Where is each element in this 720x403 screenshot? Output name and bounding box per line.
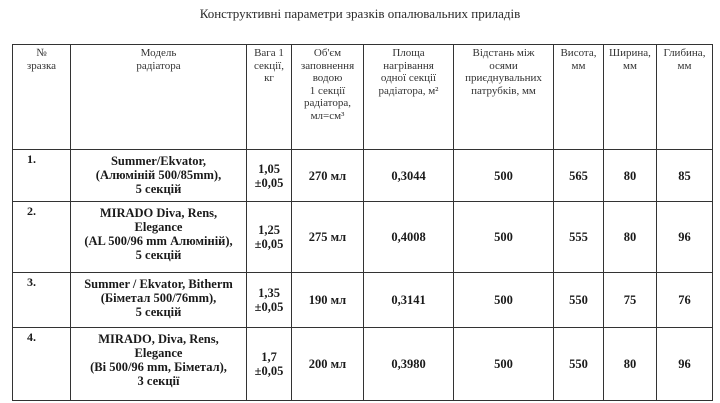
cell-height: 550 bbox=[554, 273, 604, 328]
cell-height: 565 bbox=[554, 150, 604, 202]
header-area: Площа нагрівання одної секції радіатора, м² bbox=[364, 45, 454, 150]
cell-distance: 500 bbox=[454, 150, 554, 202]
header-width: Ширина, мм bbox=[604, 45, 657, 150]
table-row bbox=[13, 328, 713, 401]
cell-distance: 500 bbox=[454, 273, 554, 328]
cell-distance: 500 bbox=[454, 202, 554, 273]
table-row bbox=[13, 273, 713, 328]
cell-width: 75 bbox=[604, 273, 657, 328]
header-height: Висота, мм bbox=[554, 45, 604, 150]
document-title: Конструктивні параметри зразків опалювальних приладів bbox=[199, 6, 521, 21]
cell-volume: 275 мл bbox=[292, 202, 364, 273]
header-depth: Глибина, мм bbox=[657, 45, 713, 150]
cell-width: 80 bbox=[604, 202, 657, 273]
cell-model: Summer/Ekvator, (Алюміній 500/85mm), 5 секцій bbox=[71, 150, 247, 202]
cell-model: MIRADO, Diva, Rens, Elegance (Bi 500/96 mm, Біметал), 3 секції bbox=[71, 328, 247, 401]
cell-height: 550 bbox=[554, 328, 604, 401]
table-row bbox=[13, 202, 713, 273]
cell-model: Summer / Ekvator, Bitherm (Біметал 500/76mm), 5 секцій bbox=[71, 273, 247, 328]
cell-weight: 1,35 ±0,05 bbox=[247, 273, 292, 328]
cell-weight: 1,7 ±0,05 bbox=[247, 328, 292, 401]
cell-area: 0,4008 bbox=[364, 202, 454, 273]
cell-number: 4. bbox=[13, 328, 71, 401]
cell-model: MIRADO Diva, Rens, Elegance (AL 500/96 mm Алюміній), 5 секцій bbox=[71, 202, 247, 273]
header-volume: Об'єм заповнення водою 1 секції радіатора, мл=см³ bbox=[292, 45, 364, 150]
cell-width: 80 bbox=[604, 328, 657, 401]
table-header-row bbox=[13, 45, 713, 150]
cell-distance: 500 bbox=[454, 328, 554, 401]
cell-volume: 200 мл bbox=[292, 328, 364, 401]
header-number: № зразка bbox=[13, 45, 71, 150]
cell-area: 0,3980 bbox=[364, 328, 454, 401]
cell-weight: 1,05 ±0,05 bbox=[247, 150, 292, 202]
cell-volume: 190 мл bbox=[292, 273, 364, 328]
cell-area: 0,3044 bbox=[364, 150, 454, 202]
cell-area: 0,3141 bbox=[364, 273, 454, 328]
cell-number: 1. bbox=[13, 150, 71, 202]
header-model: Модель радіатора bbox=[71, 45, 247, 150]
header-weight: Вага 1 секції, кг bbox=[247, 45, 292, 150]
cell-depth: 76 bbox=[657, 273, 713, 328]
radiator-parameters-table bbox=[12, 44, 713, 401]
cell-width: 80 bbox=[604, 150, 657, 202]
cell-height: 555 bbox=[554, 202, 604, 273]
cell-volume: 270 мл bbox=[292, 150, 364, 202]
cell-number: 2. bbox=[13, 202, 71, 273]
cell-weight: 1,25 ±0,05 bbox=[247, 202, 292, 273]
cell-depth: 96 bbox=[657, 202, 713, 273]
cell-depth: 96 bbox=[657, 328, 713, 401]
cell-depth: 85 bbox=[657, 150, 713, 202]
header-distance: Відстань між осями приєднувальних патрубків, мм bbox=[454, 45, 554, 150]
table-row bbox=[13, 150, 713, 202]
cell-number: 3. bbox=[13, 273, 71, 328]
